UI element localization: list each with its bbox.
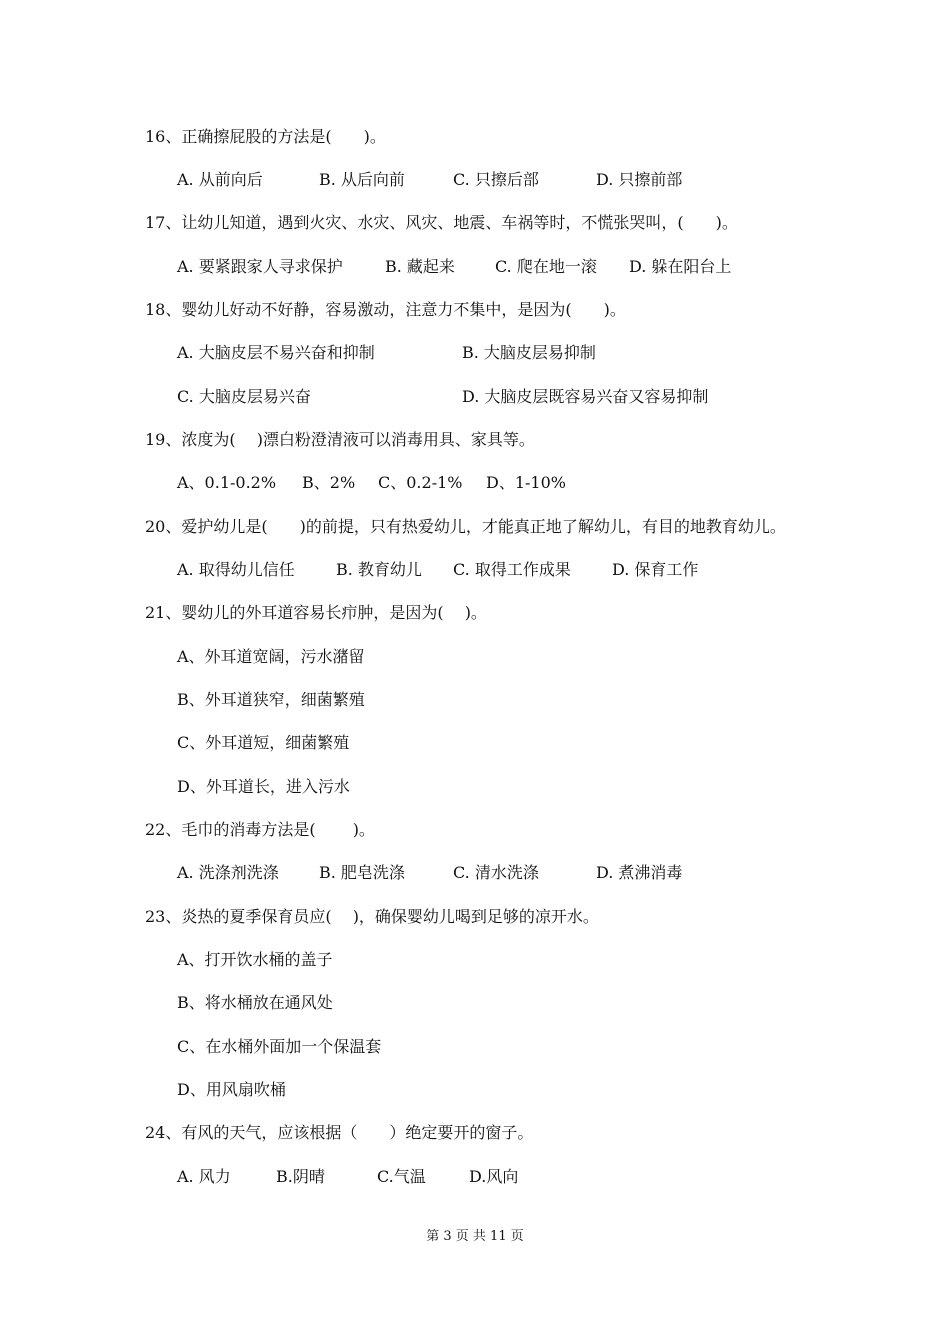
option-24-a: A. 风力 bbox=[177, 1167, 231, 1186]
option-18-b: B. 大脑皮层易抑制 bbox=[462, 343, 596, 362]
option-22-c: C. 清水洗涤 bbox=[453, 863, 539, 882]
option-24-b: B.阴晴 bbox=[276, 1167, 325, 1186]
option-21-a: A、外耳道宽阔，污水潴留 bbox=[177, 647, 365, 666]
question-19: 19、浓度为( )漂白粉澄清液可以消毒用具、家具等。 bbox=[145, 430, 535, 449]
question-21: 21、婴幼儿的外耳道容易长疖肿，是因为( )。 bbox=[145, 603, 487, 622]
option-23-b: B、将水桶放在通风处 bbox=[177, 993, 333, 1012]
option-16-c: C. 只擦后部 bbox=[453, 170, 539, 189]
option-19-b: B、2% bbox=[302, 473, 356, 492]
option-17-d: D. 躲在阳台上 bbox=[629, 257, 732, 276]
option-23-d: D、用风扇吹桶 bbox=[177, 1080, 286, 1099]
option-17-c: C. 爬在地一滚 bbox=[495, 257, 597, 276]
option-20-a: A. 取得幼儿信任 bbox=[177, 560, 295, 579]
option-19-c: C、0.2-1% bbox=[378, 473, 463, 492]
question-24: 24、有风的天气，应该根据（ ）绝定要开的窗子。 bbox=[145, 1123, 534, 1142]
option-21-d: D、外耳道长，进入污水 bbox=[177, 777, 350, 796]
option-24-c: C.气温 bbox=[377, 1167, 426, 1186]
question-18: 18、婴幼儿好动不好静，容易激动，注意力不集中，是因为( )。 bbox=[145, 300, 626, 319]
option-22-a: A. 洗涤剂洗涤 bbox=[177, 863, 279, 882]
option-20-b: B. 教育幼儿 bbox=[336, 560, 422, 579]
option-20-c: C. 取得工作成果 bbox=[453, 560, 571, 579]
page-number-footer: 第 3 页 共 11 页 bbox=[426, 1229, 524, 1244]
option-23-c: C、在水桶外面加一个保温套 bbox=[177, 1037, 382, 1056]
option-16-b: B. 从后向前 bbox=[319, 170, 405, 189]
option-18-c: C. 大脑皮层易兴奋 bbox=[177, 387, 311, 406]
option-23-a: A、打开饮水桶的盖子 bbox=[177, 950, 333, 969]
option-22-d: D. 煮沸消毒 bbox=[596, 863, 683, 882]
question-23: 23、炎热的夏季保育员应( )，确保婴幼儿喝到足够的凉开水。 bbox=[145, 907, 599, 926]
option-18-d: D. 大脑皮层既容易兴奋又容易抑制 bbox=[462, 387, 709, 406]
option-21-b: B、外耳道狭窄，细菌繁殖 bbox=[177, 690, 365, 709]
option-22-b: B. 肥皂洗涤 bbox=[319, 863, 405, 882]
option-24-d: D.风向 bbox=[469, 1167, 519, 1186]
option-17-b: B. 藏起来 bbox=[385, 257, 455, 276]
option-19-d: D、1-10% bbox=[486, 473, 566, 492]
option-19-a: A、0.1-0.2% bbox=[177, 473, 277, 492]
question-17: 17、让幼儿知道，遇到火灾、水灾、风灾、地震、车祸等时，不慌张哭叫，( )。 bbox=[145, 213, 738, 232]
question-16: 16、正确擦屁股的方法是( )。 bbox=[145, 127, 386, 146]
option-20-d: D. 保育工作 bbox=[612, 560, 699, 579]
option-18-a: A. 大脑皮层不易兴奋和抑制 bbox=[177, 343, 375, 362]
question-20: 20、爱护幼儿是( )的前提，只有热爱幼儿，才能真正地了解幼儿，有目的地教育幼儿。 bbox=[145, 517, 786, 536]
option-17-a: A. 要紧跟家人寻求保护 bbox=[177, 257, 343, 276]
option-16-d: D. 只擦前部 bbox=[596, 170, 683, 189]
question-22: 22、毛巾的消毒方法是( )。 bbox=[145, 820, 375, 839]
option-16-a: A. 从前向后 bbox=[177, 170, 263, 189]
option-21-c: C、外耳道短，细菌繁殖 bbox=[177, 733, 350, 752]
